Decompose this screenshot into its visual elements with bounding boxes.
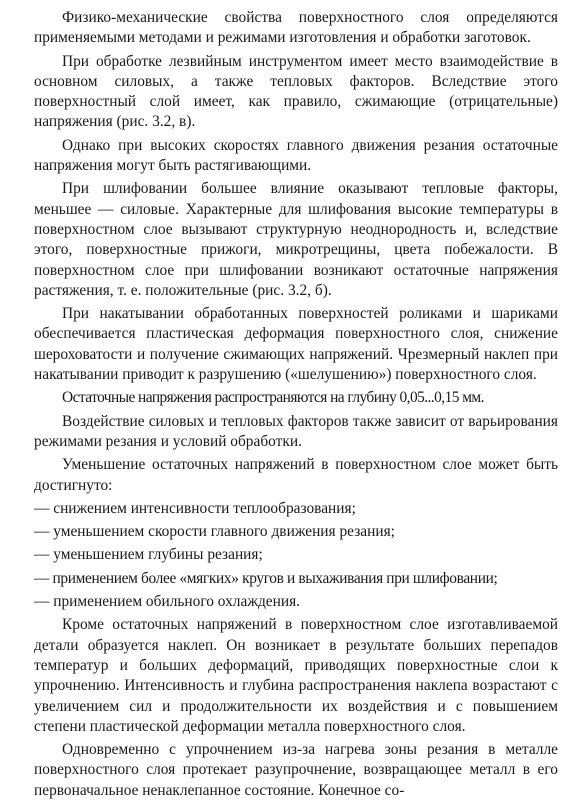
paragraph-3: Однако при высоких скоростях главного движения резания остаточные напряжения могут быть растягивающими. [34,136,558,175]
paragraph-7: Воздействие силовых и тепловых факторов также зависит от варьирования режимами резания и условий обработки. [34,412,558,450]
paragraph-9: Кроме остаточных напряжений в поверхностном слое изготавливаемой детали образуется наклеп. Он возникает в результате больших перепадов температур и больших деформаций, приводящих поверхностные слои к упрочнению. Интенсивность и глубина распространения наклепа возрастают с увеличением сил и продолжительности их воздействия и с повышением степени пластической деформации металла поверхностного слоя. [34,616,558,735]
paragraph-8: Уменьшение остаточных напряжений в поверхностном слое может быть достигнуто: [34,456,558,494]
paragraph-5: При накатывании обработанных поверхностей роликами и шариками обеспечивается пластическая деформация поверхностного слоя, снижение шероховатости и получение сжимающих напряжений. Чрезмерный наклеп при накатывании приводит к разрушению («шелушению») поверхностного слоя. [34,305,558,384]
paragraph-6: Остаточные напряжения распространяются на глубину 0,05...0,15 мм. [62,389,484,407]
list-item: — применением более «мягких» кругов и выхаживания при шлифовании; [34,569,498,587]
paragraph-10: Одновременно с упрочнением из-за нагрева зоны резания в металле поверхностного слоя протекает разупрочнение, возвращающее металл в его первоначальное ненаклепанное состояние. Конечное со- [34,741,558,799]
paragraph-4: При шлифовании большее влияние оказывают тепловые факторы, меньшее — силовые. Характерные для шлифования высокие температуры в поверхностном слое вызывают структурную неоднородность и, вследствие этого, поверхностные прижоги, микротрещины, цвета побежалости. В поверхностном слое при шлифовании возникают остаточные напряжения растяжения, т. е. положительные (рис. 3.2, б). [34,180,558,299]
paragraph-1: Физико-механические свойства поверхностного слоя определяются применяемыми методами и режимами изготовления и обработки заготовок. [34,9,558,47]
document-page [34,8,558,804]
list-item: — уменьшением глубины резания; [34,546,263,564]
list-item: — уменьшением скорости главного движения резания; [34,523,395,541]
list-item: — применением обильного охлаждения. [34,593,301,611]
paragraph-2: При обработке лезвийным инструментом имеет место взаимодействие в основном силовых, а также тепловых факторов. Вследствие этого поверхностный слой имеет, как правило, сжимающие (отрицательные) напряжения (рис. 3.2, в). [34,52,558,131]
list-item: — снижением интенсивности теплообразования; [34,499,356,517]
